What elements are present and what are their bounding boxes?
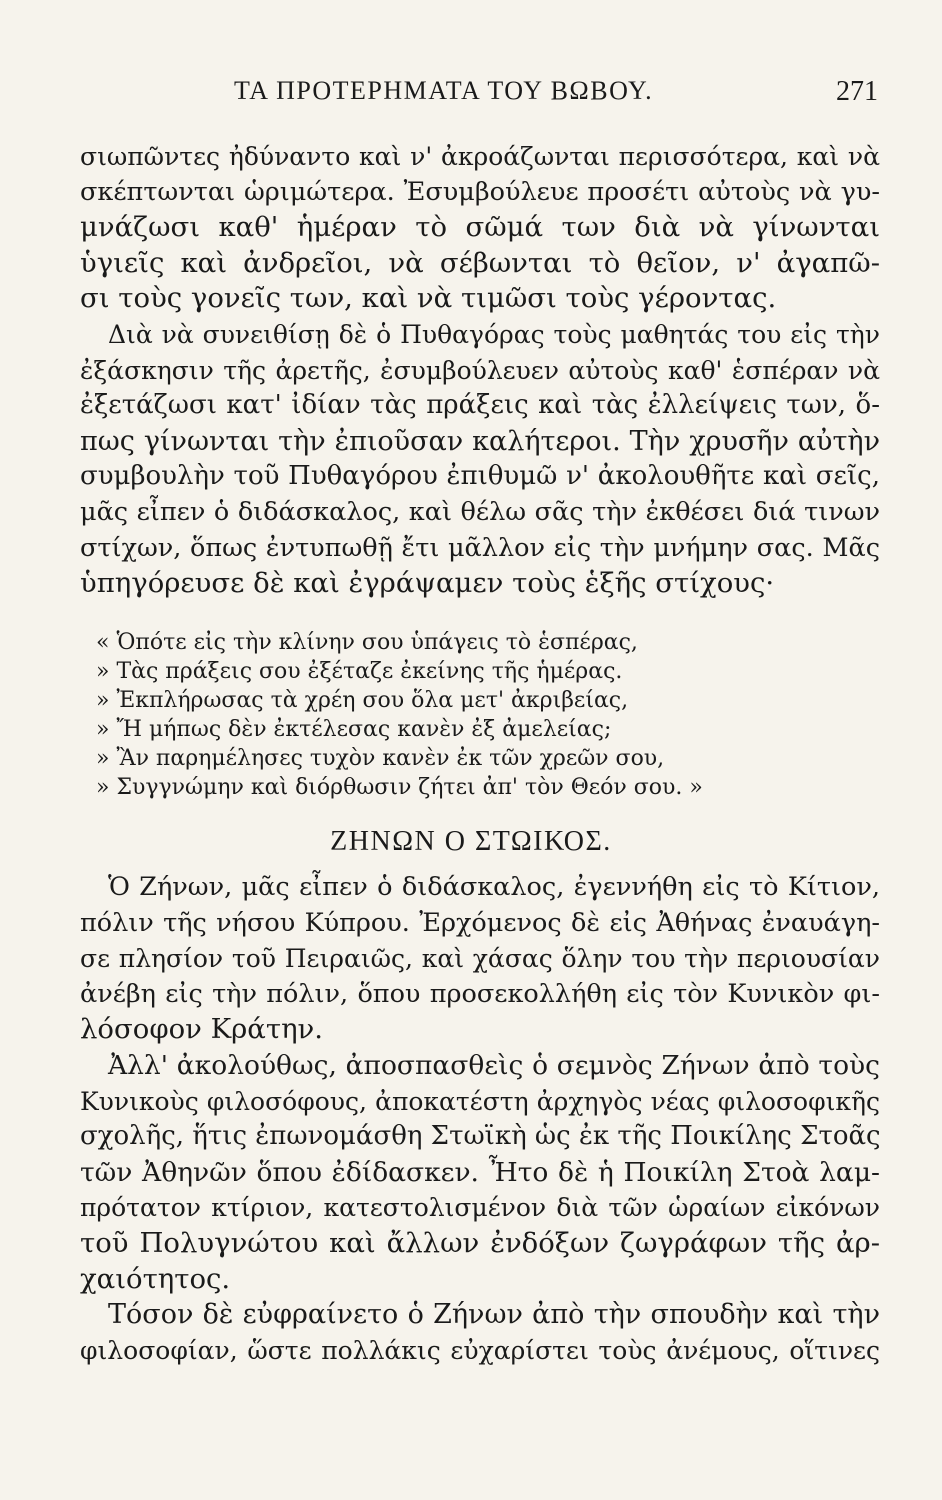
- text-line: συμβουλὴν τοῦ Πυθαγόρου ἐπιθυμῶ ν' ἀκολουθῆτε καὶ σεῖς,: [80, 461, 880, 492]
- section-title: ΖΗΝΩΝ Ο ΣΤΩΙΚΟΣ.: [330, 826, 612, 857]
- text-line: σχολῆς, ἥτις ἐπωνομάσθη Στωϊκὴ ὡς ἐκ τῆς Ποικίλης Στοᾶς: [80, 1121, 881, 1152]
- text-line: χαιότητος.: [80, 1262, 231, 1295]
- poem-line: « Ὁπότε εἰς τὴν κλίνην σου ὑπάγεις τὸ ἑσπέρας,: [96, 630, 638, 655]
- page-number: 271: [836, 76, 878, 107]
- text-line: σιωπῶντες ἠδύναντο καὶ ν' ἀκροάζωνται περισσότερα, καὶ νὰ: [80, 142, 880, 171]
- text-line: ἐξετάζωσι κατ' ἰδίαν τὰς πράξεις καὶ τὰς ἐλλείψεις των, ὅ-: [80, 390, 880, 421]
- paragraph-block-2: [80, 870, 880, 1368]
- poem-line: » Ἂν παρημέλησες τυχὸν κανὲν ἐκ τῶν χρεῶν σου,: [96, 746, 665, 771]
- text-line: Τόσον δὲ εὐφραίνετο ὁ Ζήνων ἀπὸ τὴν σπουδὴν καὶ τὴν: [108, 1299, 880, 1331]
- text-line: στίχων, ὅπως ἐντυπωθῇ ἔτι μᾶλλον εἰς τὴν μνήμην σας. Μᾶς: [80, 532, 880, 563]
- text-line: μνάζωσι καθ' ἡμέραν τὸ σῶμά των διὰ νὰ γίνωνται: [80, 211, 880, 244]
- text-line: φιλοσοφίαν, ὥστε πολλάκις εὐχαρίστει τοὺς ἀνέμους, οἵτινες: [80, 1335, 880, 1365]
- poem: [96, 628, 816, 802]
- text-line: πόλιν τῆς νήσου Κύπρου. Ἐρχόμενος δὲ εἰς Ἀθήνας ἐναυάγη-: [80, 907, 880, 938]
- text-line: Κυνικοὺς φιλοσόφους, ἀποκατέστη ἀρχηγὸς νέας φιλοσοφικῆς: [80, 1086, 880, 1116]
- poem-line: » Τὰς πράξεις σου ἐξέταζε ἐκείνης τῆς ἡμέρας.: [96, 659, 623, 684]
- text-line: σε πλησίον τοῦ Πειραιῶς, καὶ χάσας ὅλην του τὴν περιουσίαν: [80, 944, 880, 974]
- text-line: σκέπτωνται ὡριμώτερα. Ἐσυμβούλευε προσέτι αὐτοὺς νὰ γυ-: [80, 176, 880, 207]
- paragraph-block-1: [80, 139, 880, 602]
- poem-line: » Ἐκπλήρωσας τὰ χρέη σου ὅλα μετ' ἀκριβείας,: [96, 688, 629, 713]
- text-line: Ἀλλ' ἀκολούθως, ἀποσπασθεὶς ὁ σεμνὸς Ζήνων ἀπὸ τοὺς: [108, 1049, 880, 1081]
- running-title: ΤΑ ΠΡΟΤΕΡΗΜΑΤΑ ΤΟΥ ΒΩΒΟΥ.: [234, 76, 654, 105]
- text-line: Διὰ νὰ συνειθίσῃ δὲ ὁ Πυθαγόρας τοὺς μαθητάς του εἰς τὴν: [108, 319, 880, 349]
- text-line: ὑγιεῖς καὶ ἀνδρεῖοι, νὰ σέβωνται τὸ θεῖον, ν' ἀγαπῶ-: [80, 246, 880, 279]
- text-line: πρότατον κτίριον, κατεστολισμένον διὰ τῶν ὡραίων εἰκόνων: [80, 1193, 880, 1223]
- text-line: Ὁ Ζήνων, μᾶς εἶπεν ὁ διδάσκαλος, ἐγεννήθη εἰς τὸ Κίτιον,: [108, 872, 880, 902]
- page-header: [234, 76, 878, 120]
- text-line: μᾶς εἶπεν ὁ διδάσκαλος, καὶ θέλω σᾶς τὴν ἐκθέσει διά τινων: [80, 496, 880, 527]
- text-line: τῶν Ἀθηνῶν ὅπου ἐδίδασκεν. Ἦτο δὲ ἡ Ποικίλη Στοὰ λαμ-: [80, 1156, 880, 1188]
- text-line: ἐξάσκησιν τῆς ἀρετῆς, ἐσυμβούλευεν αὐτοὺς καθ' ἑσπέραν νὰ: [80, 355, 880, 385]
- text-line: λόσοφον Κράτην.: [80, 1013, 324, 1046]
- text-line: σι τοὺς γονεῖς των, καὶ νὰ τιμῶσι τοὺς γέροντας.: [80, 282, 777, 315]
- text-line: ἀνέβη εἰς τὴν πόλιν, ὅπου προσεκολλήθη εἰς τὸν Κυνικὸν φι-: [80, 978, 880, 1009]
- poem-line: » Συγγνώμην καὶ διόρθωσιν ζήτει ἀπ' τὸν Θεόν σου. »: [96, 775, 703, 800]
- text-line: ὑπηγόρευσε δὲ καὶ ἐγράψαμεν τοὺς ἑξῆς στίχους·: [80, 567, 775, 600]
- text-line: τοῦ Πολυγνώτου καὶ ἄλλων ἐνδόξων ζωγράφων τῆς ἀρ-: [80, 1226, 880, 1259]
- text-line: πως γίνωνται τὴν ἐπιοῦσαν καλήτεροι. Τὴν χρυσῆν αὐτὴν: [80, 425, 880, 457]
- poem-line: » Ἤ μήπως δὲν ἐκτέλεσας κανὲν ἐξ ἀμελείας;: [96, 717, 612, 742]
